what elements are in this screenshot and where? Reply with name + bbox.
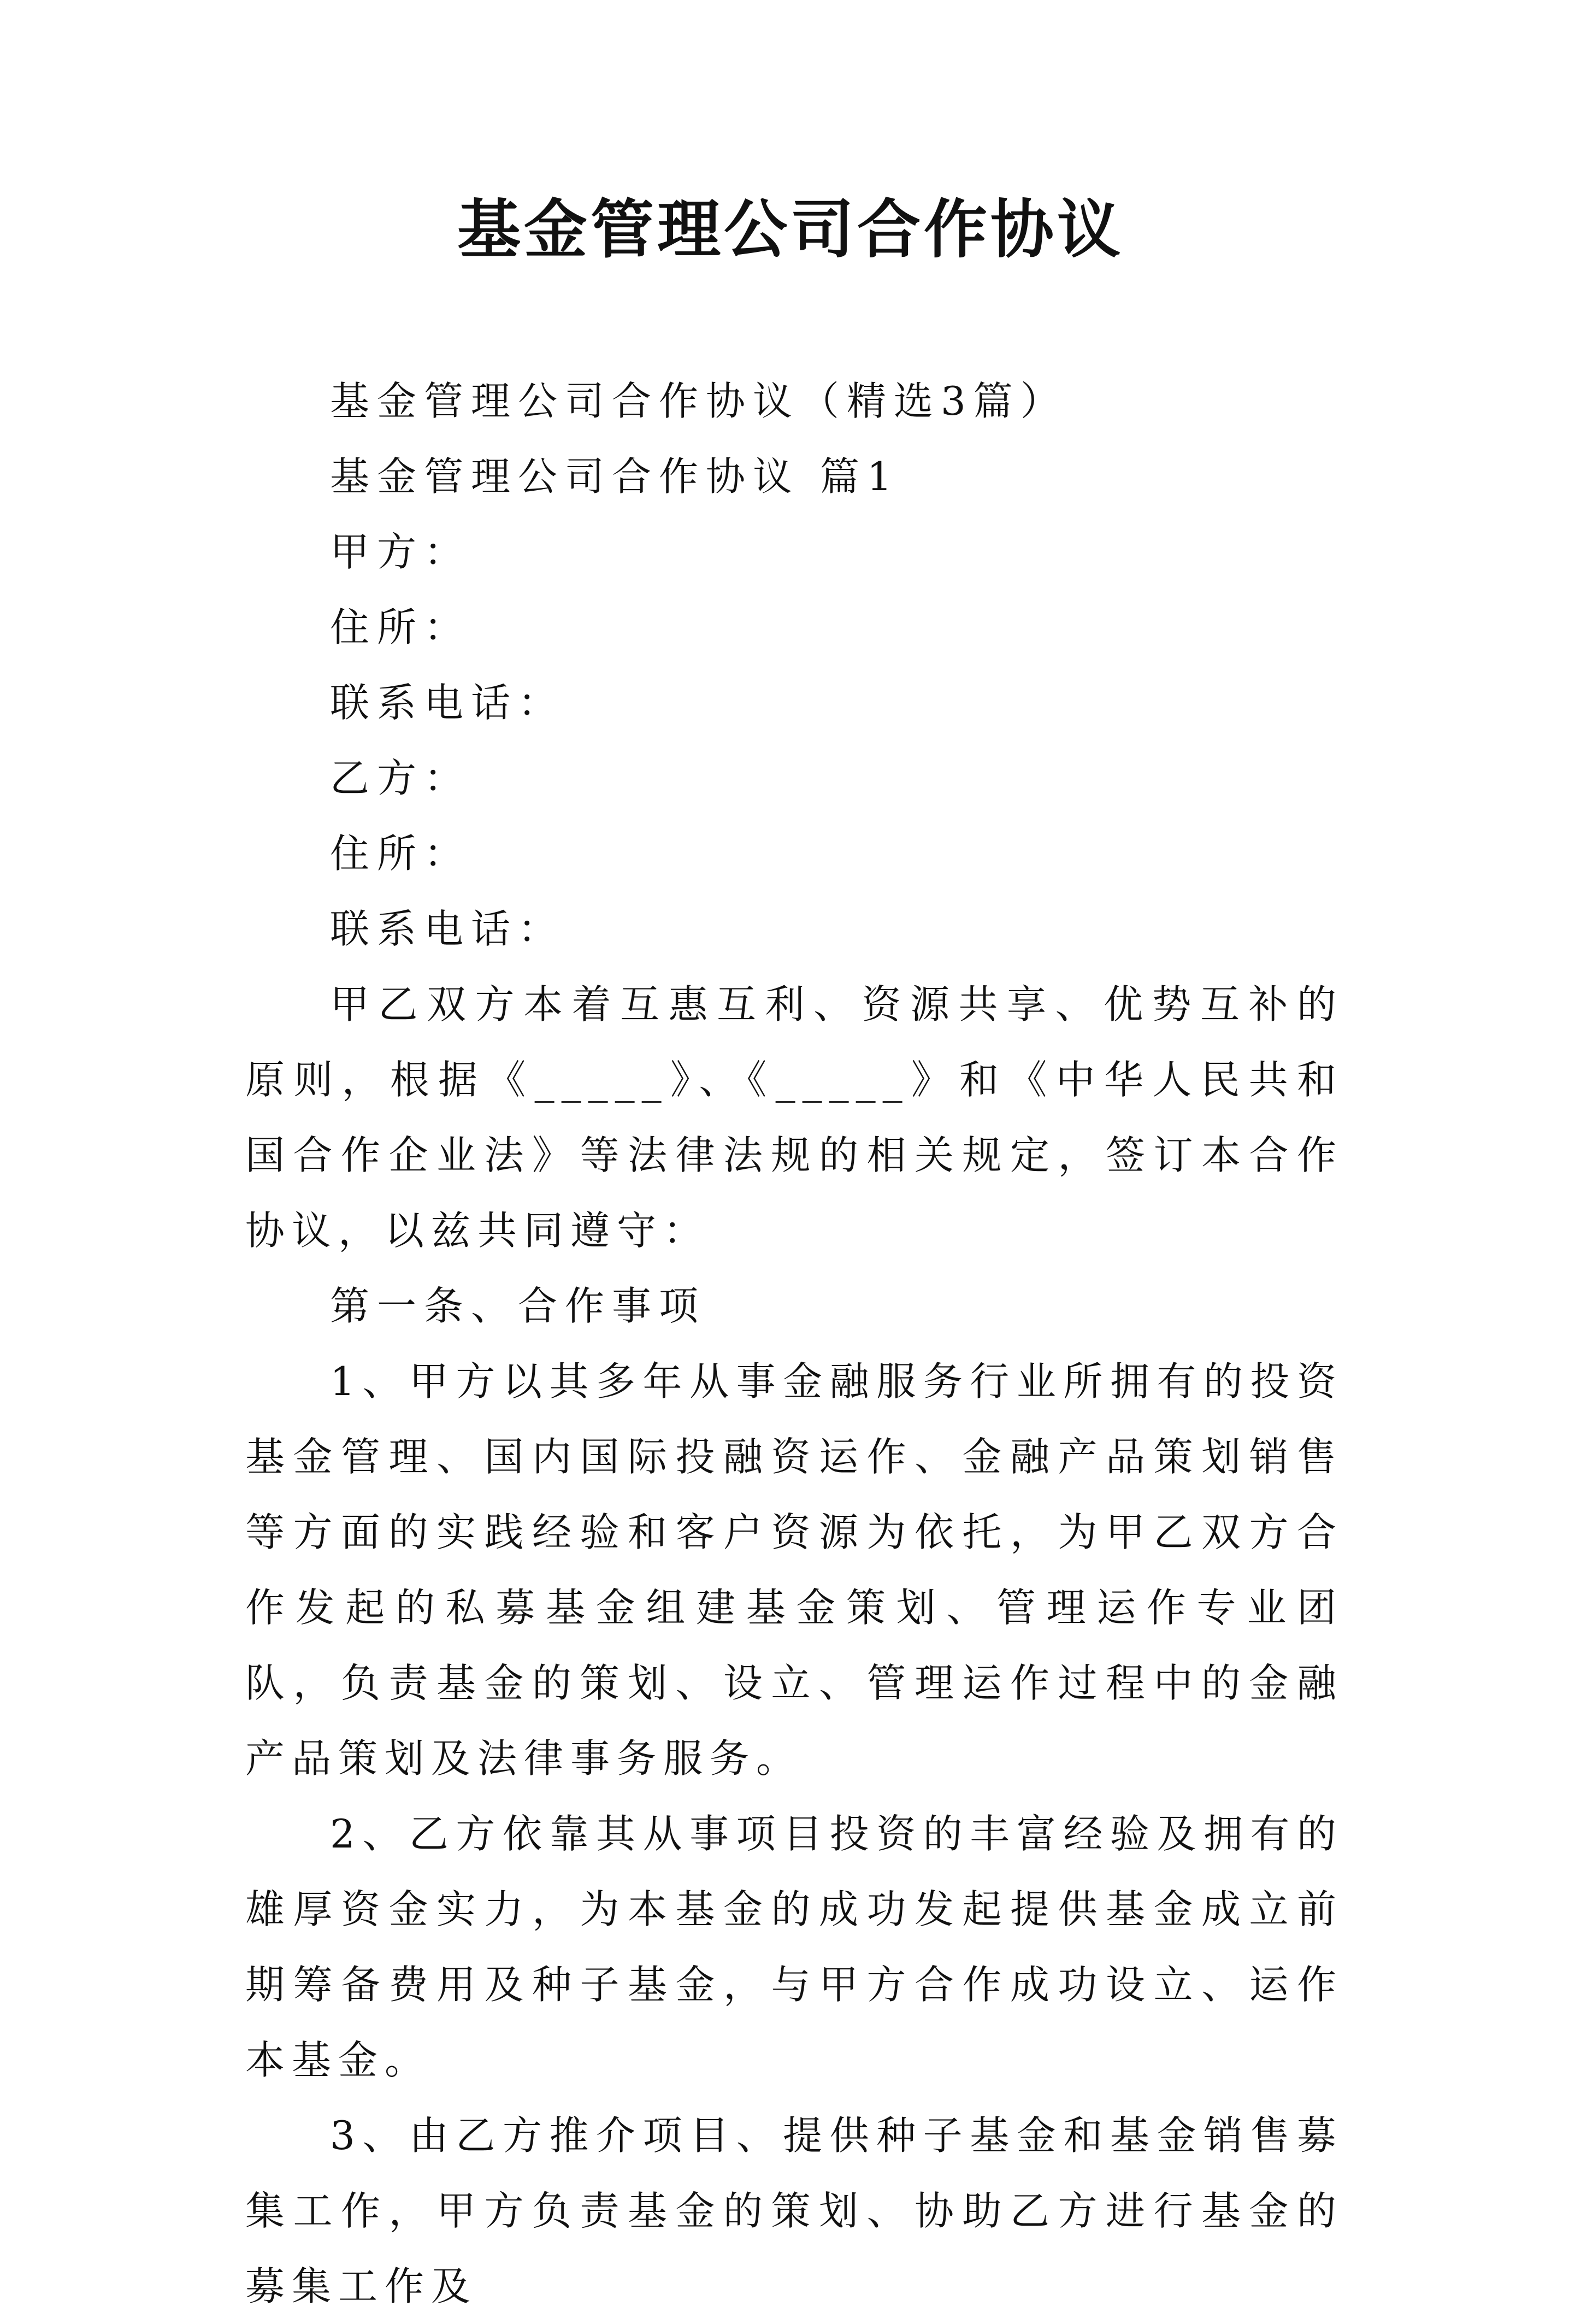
party-a-label: 甲方： (330, 529, 471, 575)
party-b-phone-label: 联系电话： (330, 906, 565, 952)
document-title: 基金管理公司合作协议 (457, 192, 1124, 267)
document-body (245, 363, 1343, 2324)
clause-2-paragraph: 2、乙方依靠其从事项目投资的丰富经验及拥有的雄厚资金实力，为本基金的成功发起提供基金成立前期筹备费用及种子基金，与甲方合作成功设立、运作本基金。 (245, 1811, 1343, 2083)
subtitle-line: 基金管理公司合作协议（精选3篇） (330, 378, 1067, 424)
party-b-label: 乙方： (330, 755, 471, 801)
chapter-heading: 基金管理公司合作协议 篇1 (330, 454, 900, 499)
intro-paragraph: 甲乙双方本着互惠互利、资源共享、优势互补的原则，根据《_____》、《_____》和《中华人民共和国合作企业法》等法律法规的相关规定，签订本合作协议，以兹共同遵守： (245, 981, 1343, 1254)
clause-3-paragraph: 3、由乙方推介项目、提供种子基金和基金销售募集工作，甲方负责基金的策划、协助乙方进行基金的募集工作及 (245, 2113, 1343, 2309)
party-b-address-label: 住所： (330, 831, 471, 876)
party-a-phone-label: 联系电话： (330, 680, 565, 726)
clause-1-paragraph: 1、甲方以其多年从事金融服务行业所拥有的投资基金管理、国内国际投融资运作、金融产品策划销售等方面的实践经验和客户资源为依托，为甲乙双方合作发起的私募基金组建基金策划、管理运作专业团队，负责基金的策划、设立、管理运作过程中的金融产品策划及法律事务服务。 (245, 1358, 1343, 1781)
article-1-heading: 第一条、合作事项 (330, 1283, 706, 1329)
party-a-address-label: 住所： (330, 604, 471, 650)
